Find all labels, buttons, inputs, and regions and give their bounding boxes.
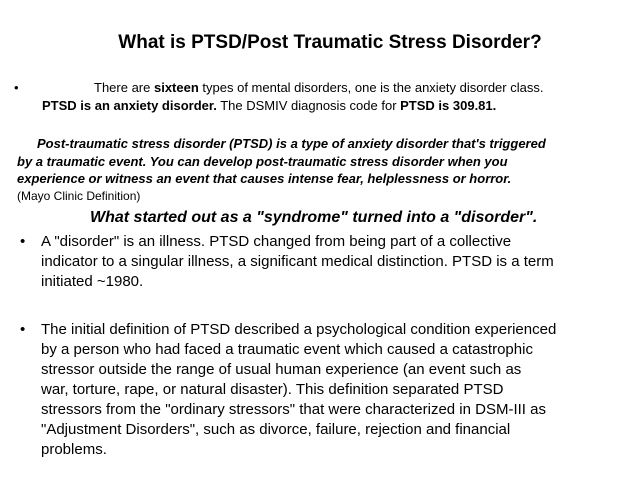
intro-bold-anxiety: PTSD is an anxiety disorder. bbox=[42, 98, 217, 113]
bullet-marker: • bbox=[14, 80, 19, 95]
bullet-line: The initial definition of PTSD described a psychological condition experienced bbox=[41, 321, 557, 338]
intro-text: types of mental disorders, one is the anxiety disorder class. bbox=[198, 80, 544, 95]
intro-bold-code: PTSD is 309.81. bbox=[400, 98, 497, 113]
bullet-text bbox=[41, 320, 556, 460]
intro-text: The DSMIV diagnosis code for bbox=[216, 98, 401, 113]
intro-text: There are bbox=[94, 80, 154, 95]
bullet-marker: • bbox=[20, 321, 26, 338]
definition-source: (Mayo Clinic Definition) bbox=[17, 189, 141, 203]
bullet-marker: • bbox=[20, 233, 26, 250]
slide-title: What is PTSD/Post Traumatic Stress Disorder? bbox=[118, 32, 542, 53]
bullet-line: initiated ~1980. bbox=[41, 273, 144, 290]
bullet-line: stressor outside the range of usual human experience (an event such as bbox=[41, 361, 522, 378]
definition-line: Post-traumatic stress disorder (PTSD) is a type of anxiety disorder that's triggered bbox=[37, 136, 546, 151]
intro-line-1 bbox=[94, 79, 543, 96]
intro-bold-sixteen: sixteen bbox=[153, 80, 199, 95]
subheading: What started out as a "syndrome" turned into a "disorder". bbox=[90, 209, 538, 226]
definition-line: by a traumatic event. You can develop post-traumatic stress disorder when you bbox=[17, 153, 508, 169]
bullet-line: by a person who had faced a traumatic event which caused a catastrophic bbox=[41, 341, 533, 358]
bullet-line: problems. bbox=[41, 441, 107, 458]
intro-line-2 bbox=[42, 97, 496, 114]
bullet-line: indicator to a singular illness, a significant medical distinction. PTSD is a term bbox=[41, 253, 554, 270]
bullet-line: war, torture, rape, or natural disaster). This definition separated PTSD bbox=[41, 381, 504, 398]
bullet-line: stressors from the "ordinary stressors" that were characterized in DSM-III as bbox=[41, 401, 546, 418]
bullet-text bbox=[41, 232, 554, 292]
definition-block bbox=[17, 135, 632, 188]
bullet-line: "Adjustment Disorders", such as divorce, failure, rejection and financial bbox=[41, 421, 511, 438]
bullet-line: A "disorder" is an illness. PTSD changed from being part of a collective bbox=[41, 233, 512, 250]
definition-line: experience or witness an event that causes intense fear, helplessness or horror. bbox=[17, 171, 512, 186]
